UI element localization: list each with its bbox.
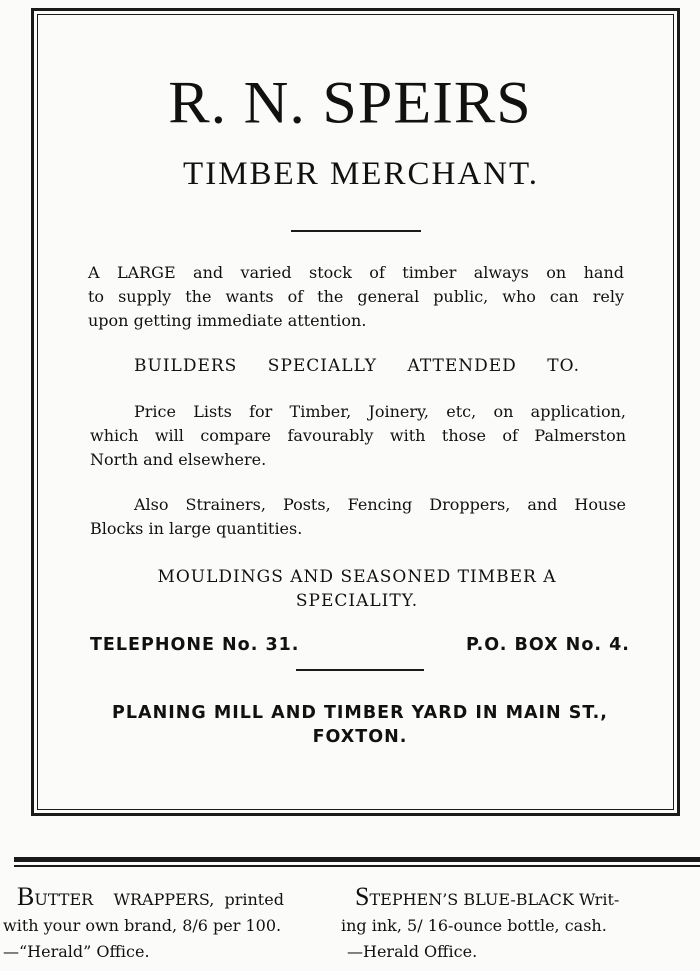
footer-divider <box>296 669 424 671</box>
price-line: Price Lists for Timber, Joinery, etc, on application, <box>134 402 626 421</box>
butter-ad-line: —“Herald” Office. <box>3 942 150 961</box>
intro-line: A LARGE and varied stock of timber always on hand <box>88 263 624 282</box>
column-separator-thin <box>14 865 700 867</box>
column-separator-thick <box>14 857 700 862</box>
mill-line: FOXTON. <box>312 727 408 747</box>
price-line: which will compare favourably with those of Palmerston <box>90 426 626 445</box>
butter-ad-line: with your own brand, 8/6 per 100. <box>3 916 282 935</box>
butter-wrappers-ad <box>3 884 284 965</box>
advert-title: R. N. SPEIRS <box>168 69 532 137</box>
ink-ad-line: ing ink, 5/ 16-ounce bottle, cash. <box>341 916 607 935</box>
intro-line: to supply the wants of the general public, who can rely <box>88 287 624 306</box>
ink-ad-line: STEPHEN’S BLUE-BLACK Writ- <box>355 882 620 911</box>
ink-ad <box>341 884 619 965</box>
intro-line: upon getting immediate attention. <box>88 311 367 330</box>
telephone-number: TELEPHONE No. 31. <box>90 635 300 655</box>
strainers-line: Also Strainers, Posts, Fencing Droppers, and House <box>134 495 626 514</box>
advert-subtitle: TIMBER MERCHANT. <box>183 156 539 192</box>
butter-drop-cap: B <box>17 882 35 911</box>
price-line: North and elsewhere. <box>90 450 267 469</box>
intro-paragraph <box>88 261 624 333</box>
strainers-paragraph <box>90 493 626 541</box>
mouldings-line: MOULDINGS AND SEASONED TIMBER A <box>157 567 557 587</box>
butter-ad-line: BUTTER WRAPPERS, printed <box>17 882 284 911</box>
builders-line: BUILDERS SPECIALLY ATTENDED TO. <box>134 356 580 376</box>
strainers-line: Blocks in large quantities. <box>90 519 303 538</box>
title-divider <box>291 230 421 232</box>
ink-drop-cap: S <box>355 882 370 911</box>
mouldings-block <box>0 565 700 613</box>
mouldings-line: SPECIALITY. <box>295 591 419 611</box>
po-box: P.O. BOX No. 4. <box>466 635 630 655</box>
price-paragraph <box>90 400 626 472</box>
ink-ad-line: —Herald Office. <box>347 942 478 961</box>
mill-line: PLANING MILL AND TIMBER YARD IN MAIN ST., <box>112 703 608 723</box>
mill-address <box>0 701 700 749</box>
